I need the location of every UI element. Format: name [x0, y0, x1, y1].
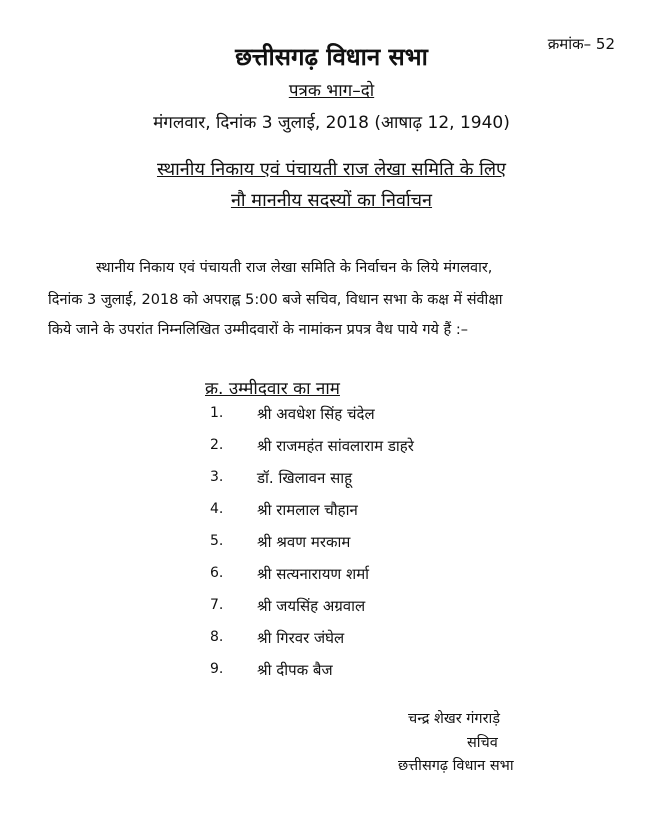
heading-line-2-text: नौ माननीय सदस्यों का निर्वाचन: [230, 190, 433, 211]
candidate-name: श्री श्रवण मरकाम: [257, 533, 351, 551]
candidate-name: डॉ. खिलावन साहू: [257, 469, 353, 487]
heading-line-1: [0, 157, 663, 181]
candidate-name: श्री जयसिंह अग्रवाल: [257, 597, 366, 615]
candidate-name: श्री अवधेश सिंह चंदेल: [257, 405, 375, 423]
serial-number: क्रमांक– 52: [547, 35, 615, 53]
signatory-organization: छत्तीसगढ़ विधान सभा: [398, 758, 514, 774]
document-title: छत्तीसगढ़ विधान सभा: [235, 43, 428, 71]
candidate-name: श्री दीपक बैज: [257, 661, 333, 679]
candidate-number: 9.: [210, 661, 224, 677]
candidate-name: श्री राजमहंत सांवलाराम डाहरे: [257, 437, 414, 455]
candidate-list-header: [205, 376, 340, 399]
candidate-number: 1.: [210, 405, 224, 421]
candidate-name: श्री सत्यनारायण शर्मा: [257, 565, 370, 583]
signatory-name: चन्द्र शेखर गंगराड़े: [408, 711, 501, 727]
candidate-number: 4.: [210, 501, 224, 517]
candidate-number: 3.: [210, 469, 224, 485]
candidate-number: 5.: [210, 533, 224, 549]
subtitle-text: पत्रक भाग–दो: [288, 81, 375, 101]
date-line: मंगलवार, दिनांक 3 जुलाई, 2018 (आषाढ़ 12, 1940): [153, 113, 510, 133]
paragraph-line-1: स्थानीय निकाय एवं पंचायती राज लेखा समिति के निर्वाचन के लिये मंगलवार,: [96, 260, 493, 276]
candidate-number: 2.: [210, 437, 224, 453]
candidate-name: श्री गिरवर जंघेल: [257, 629, 345, 647]
heading-line-2: [0, 188, 663, 212]
signatory-designation: सचिव: [467, 735, 498, 751]
candidate-number: 6.: [210, 565, 224, 581]
candidate-number: 8.: [210, 629, 224, 645]
candidate-name: श्री रामलाल चौहान: [257, 501, 358, 519]
candidate-number: 7.: [210, 597, 224, 613]
heading-line-1-text: स्थानीय निकाय एवं पंचायती राज लेखा समिति के लिए: [156, 159, 507, 180]
paragraph-line-3: किये जाने के उपरांत निम्नलिखित उम्मीदवारों के नामांकन प्रपत्र वैध पाये गये हैं :–: [48, 322, 468, 338]
candidate-list-header-text: क्र. उम्मीदवार का नाम: [205, 379, 340, 399]
paragraph-line-2: दिनांक 3 जुलाई, 2018 को अपराह्न 5:00 बजे सचिव, विधान सभा के कक्ष में संवीक्षा: [48, 292, 503, 308]
document-subtitle: [0, 78, 663, 101]
